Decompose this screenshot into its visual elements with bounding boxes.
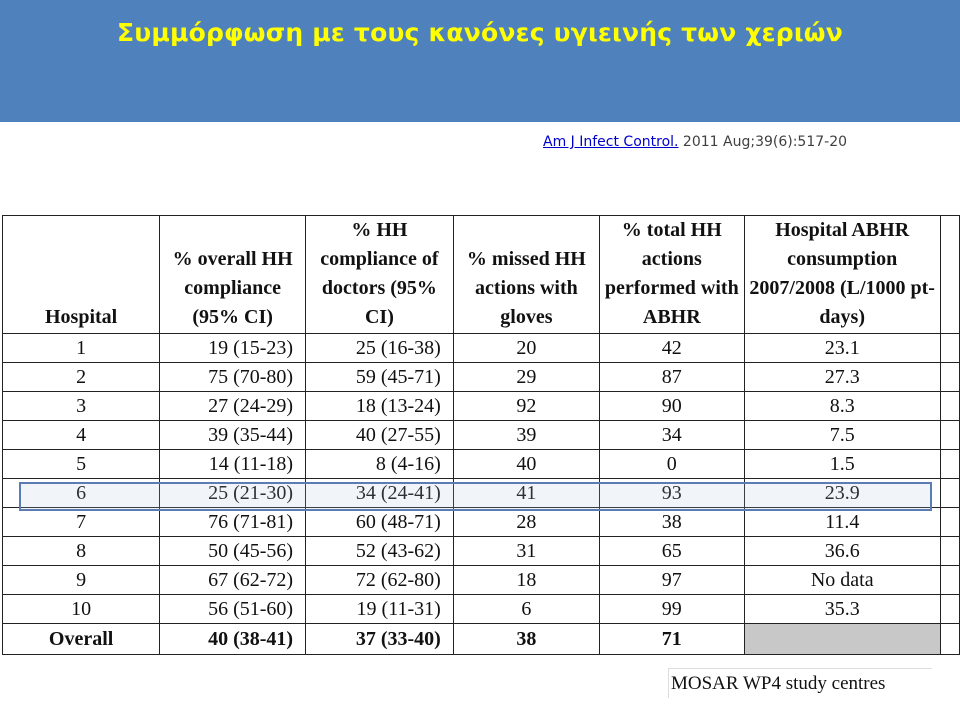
compliance-table <box>2 215 960 655</box>
table-cell: 76 (71-81) <box>160 508 306 537</box>
header-cell: % HH compliance of doctors (95% CI) <box>306 216 454 334</box>
table-cell: 23.1 <box>744 334 940 363</box>
table-cell: 99 <box>599 595 744 624</box>
table-row <box>3 566 960 595</box>
table-cell-edge <box>940 624 959 655</box>
table-row <box>3 450 960 479</box>
table-cell: 27 (24-29) <box>160 392 306 421</box>
table-cell: 6 <box>453 595 599 624</box>
table-cell: 34 <box>599 421 744 450</box>
source-note: MOSAR WP4 study centres <box>668 668 932 698</box>
table-cell: 27.3 <box>744 363 940 392</box>
table-row <box>3 537 960 566</box>
table-cell: 40 (27-55) <box>306 421 454 450</box>
citation-link[interactable]: Am J Infect Control. <box>543 134 679 150</box>
table-cell: 7.5 <box>744 421 940 450</box>
table-cell-edge <box>940 595 959 624</box>
table-cell: 67 (62-72) <box>160 566 306 595</box>
table-cell: 3 <box>3 392 160 421</box>
table-cell: 20 <box>453 334 599 363</box>
citation-details: 2011 Aug;39(6):517-20 <box>678 134 848 150</box>
table-cell: 25 (16-38) <box>306 334 454 363</box>
table-cell: 38 <box>453 624 599 655</box>
row-highlight-box <box>19 482 932 511</box>
table-cell: 97 <box>599 566 744 595</box>
table-cell: 29 <box>453 363 599 392</box>
table-cell: 23.9 <box>744 479 940 508</box>
table-cell: 18 (13-24) <box>306 392 454 421</box>
table-cell: 87 <box>599 363 744 392</box>
table-cell: 65 <box>599 537 744 566</box>
table-cell: 8.3 <box>744 392 940 421</box>
table-cell: 92 <box>453 392 599 421</box>
table-cell: 38 <box>599 508 744 537</box>
table-cell: 4 <box>3 421 160 450</box>
slide-title: Συμμόρφωση με τους κανόνες υγιεινής των χεριών <box>117 18 843 47</box>
table-row <box>3 363 960 392</box>
table-header-row <box>3 216 960 334</box>
compliance-table-container <box>2 215 960 663</box>
table-cell-edge <box>940 450 959 479</box>
table-cell: 2 <box>3 363 160 392</box>
table-cell: 59 (45-71) <box>306 363 454 392</box>
table-cell: 10 <box>3 595 160 624</box>
table-row <box>3 334 960 363</box>
table-cell: 6 <box>3 479 160 508</box>
table-cell: 8 (4-16) <box>306 450 454 479</box>
table-cell-edge <box>940 508 959 537</box>
table-cell-edge <box>940 334 959 363</box>
table-cell: 60 (48-71) <box>306 508 454 537</box>
table-cell: 35.3 <box>744 595 940 624</box>
table-cell-edge <box>940 363 959 392</box>
table-cell: 90 <box>599 392 744 421</box>
table-cell: 34 (24-41) <box>306 479 454 508</box>
table-row <box>3 392 960 421</box>
table-cell: 18 <box>453 566 599 595</box>
header-cell: % total HH actions performed with ABHR <box>599 216 744 334</box>
table-cell: 11.4 <box>744 508 940 537</box>
table-cell: 14 (11-18) <box>160 450 306 479</box>
table-cell: 1 <box>3 334 160 363</box>
table-cell: 25 (21-30) <box>160 479 306 508</box>
table-cell: 42 <box>599 334 744 363</box>
table-cell: Overall <box>3 624 160 655</box>
table-cell: 8 <box>3 537 160 566</box>
table-cell: 28 <box>453 508 599 537</box>
table-cell: 56 (51-60) <box>160 595 306 624</box>
table-cell-edge <box>940 537 959 566</box>
table-cell: 7 <box>3 508 160 537</box>
header-cell: % missed HH actions with gloves <box>453 216 599 334</box>
header-cell-edge <box>940 216 959 334</box>
table-cell: 19 (11-31) <box>306 595 454 624</box>
table-row <box>3 508 960 537</box>
table-row <box>3 595 960 624</box>
table-cell: 75 (70-80) <box>160 363 306 392</box>
header-cell: Hospital <box>3 216 160 334</box>
table-cell: 41 <box>453 479 599 508</box>
table-cell: 19 (15-23) <box>160 334 306 363</box>
table-row-overall <box>3 624 960 655</box>
table-cell: 36.6 <box>744 537 940 566</box>
table-cell: 40 <box>453 450 599 479</box>
table-cell: 40 (38-41) <box>160 624 306 655</box>
table-cell: 50 (45-56) <box>160 537 306 566</box>
table-cell <box>744 624 940 655</box>
table-cell: 9 <box>3 566 160 595</box>
table-cell: 39 (35-44) <box>160 421 306 450</box>
citation <box>543 134 847 150</box>
table-cell: 1.5 <box>744 450 940 479</box>
table-cell: 0 <box>599 450 744 479</box>
table-cell: 71 <box>599 624 744 655</box>
table-row <box>3 421 960 450</box>
table-cell: No data <box>744 566 940 595</box>
table-cell: 39 <box>453 421 599 450</box>
table-cell: 37 (33-40) <box>306 624 454 655</box>
table-cell-edge <box>940 566 959 595</box>
header-cell: % overall HH compliance (95% CI) <box>160 216 306 334</box>
table-cell: 31 <box>453 537 599 566</box>
table-cell: 93 <box>599 479 744 508</box>
table-cell-edge <box>940 479 959 508</box>
table-cell: 72 (62-80) <box>306 566 454 595</box>
table-cell: 52 (43-62) <box>306 537 454 566</box>
table-cell: 5 <box>3 450 160 479</box>
table-cell-edge <box>940 392 959 421</box>
header-cell: Hospital ABHR consumption 2007/2008 (L/1000 pt-days) <box>744 216 940 334</box>
table-cell-edge <box>940 421 959 450</box>
